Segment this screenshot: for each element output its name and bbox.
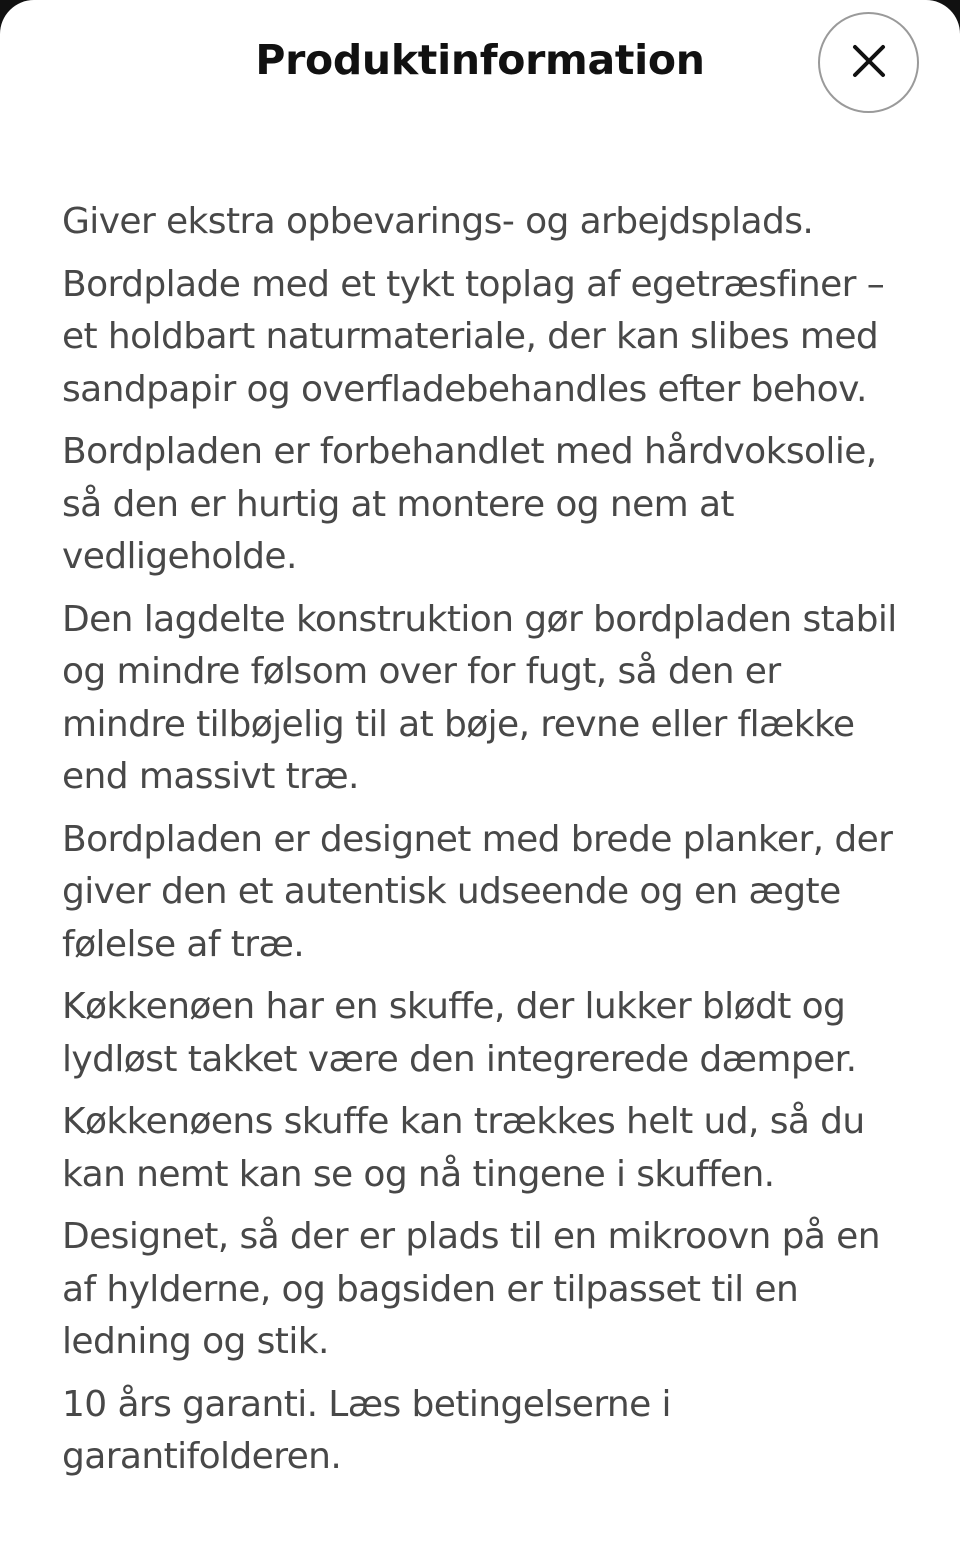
close-icon bbox=[851, 43, 887, 82]
description-paragraph: Køkkenøens skuffe kan trækkes helt ud, så du kan nemt kan se og nå tingene i skuffen. bbox=[62, 1101, 865, 1195]
description-paragraph: Køkkenøen har en skuffe, der lukker blødt og lydløst takket være den integrerede dæmper. bbox=[62, 986, 857, 1080]
description-paragraph: Bordpladen er forbehandlet med hårdvoksolie, så den er hurtig at montere og nem at vedligeholde. bbox=[62, 431, 877, 577]
description-paragraph: Bordplade med et tykt toplag af egetræsfiner – et holdbart naturmateriale, der kan slibes med sandpapir og overfladebehandles efter behov. bbox=[62, 263, 885, 410]
product-description bbox=[62, 196, 912, 1494]
description-paragraph: Giver ekstra opbevarings- og arbejdsplads. bbox=[62, 201, 814, 242]
warranty-paragraph: 10 års garanti. Læs betingelserne i garantifolderen. bbox=[62, 1383, 671, 1477]
close-button[interactable] bbox=[818, 12, 919, 113]
sheet-header bbox=[0, 0, 960, 130]
description-paragraph: Designet, så der er plads til en mikroovn på en af hylderne, og bagsiden er tilpasset til en ledning og stik. bbox=[62, 1216, 880, 1362]
page-title: Produktinformation bbox=[255, 36, 705, 84]
description-paragraph: Den lagdelte konstruktion gør bordpladen stabil og mindre følsom over for fugt, så den er mindre tilbøjelig til at bøje, revne eller flække end massivt træ. bbox=[62, 598, 897, 797]
description-paragraph: Bordpladen er designet med brede planker, der giver den et autentisk udseende og en ægte følelse af træ. bbox=[62, 818, 893, 965]
